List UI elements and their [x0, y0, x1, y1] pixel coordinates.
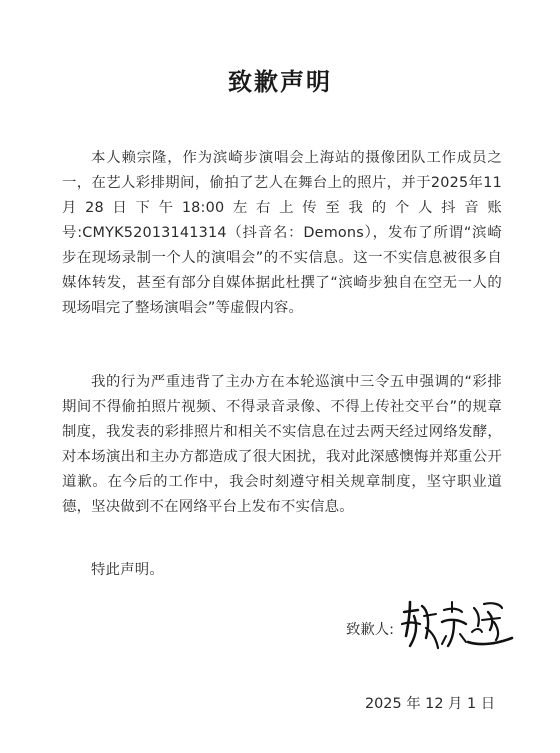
handwritten-signature — [396, 592, 516, 656]
statement-paragraph-3: 特此声明。 — [91, 562, 164, 578]
statement-paragraph-1: 本人赖宗隆，作为滨崎步演唱会上海站的摄像团队工作成员之一，在艺人彩排期间，偷拍了艺人在舞台上的照片，并于2025年11月28日下午18:00左右上传至我的个人抖音账号:CMYK52013141314（抖音名：Demons），发布了所谓“滨崎步在现场录制一个人的演唱会”的不实信息。这一不实信息被很多自媒体转发，甚至有部分自媒体据此杜撰了“滨崎步独自在空无一人的现场唱完了整场演唱会”等虚假内容。 — [62, 150, 502, 316]
statement-paragraph-2: 我的行为严重违背了主办方在本轮巡演中三令五申强调的“彩排期间不得偷拍照片视频、不得录音录像、不得上传社交平台”的规章制度，我发表的彩排照片和相关不实信息在过去两天经过网络发酵，对本场演出和主办方都造成了很大困扰，我对此深感懊悔并郑重公开道歉。在今后的工作中，我会时刻遵守相关规章制度，坚守职业道德，坚决做到不在网络平台上发布不实信息。 — [62, 374, 502, 515]
signer-label: 致歉人: — [346, 622, 395, 638]
statement-date: 2025 年 12 月 1 日 — [365, 696, 496, 712]
statement-title: 致歉声明 — [228, 68, 332, 96]
